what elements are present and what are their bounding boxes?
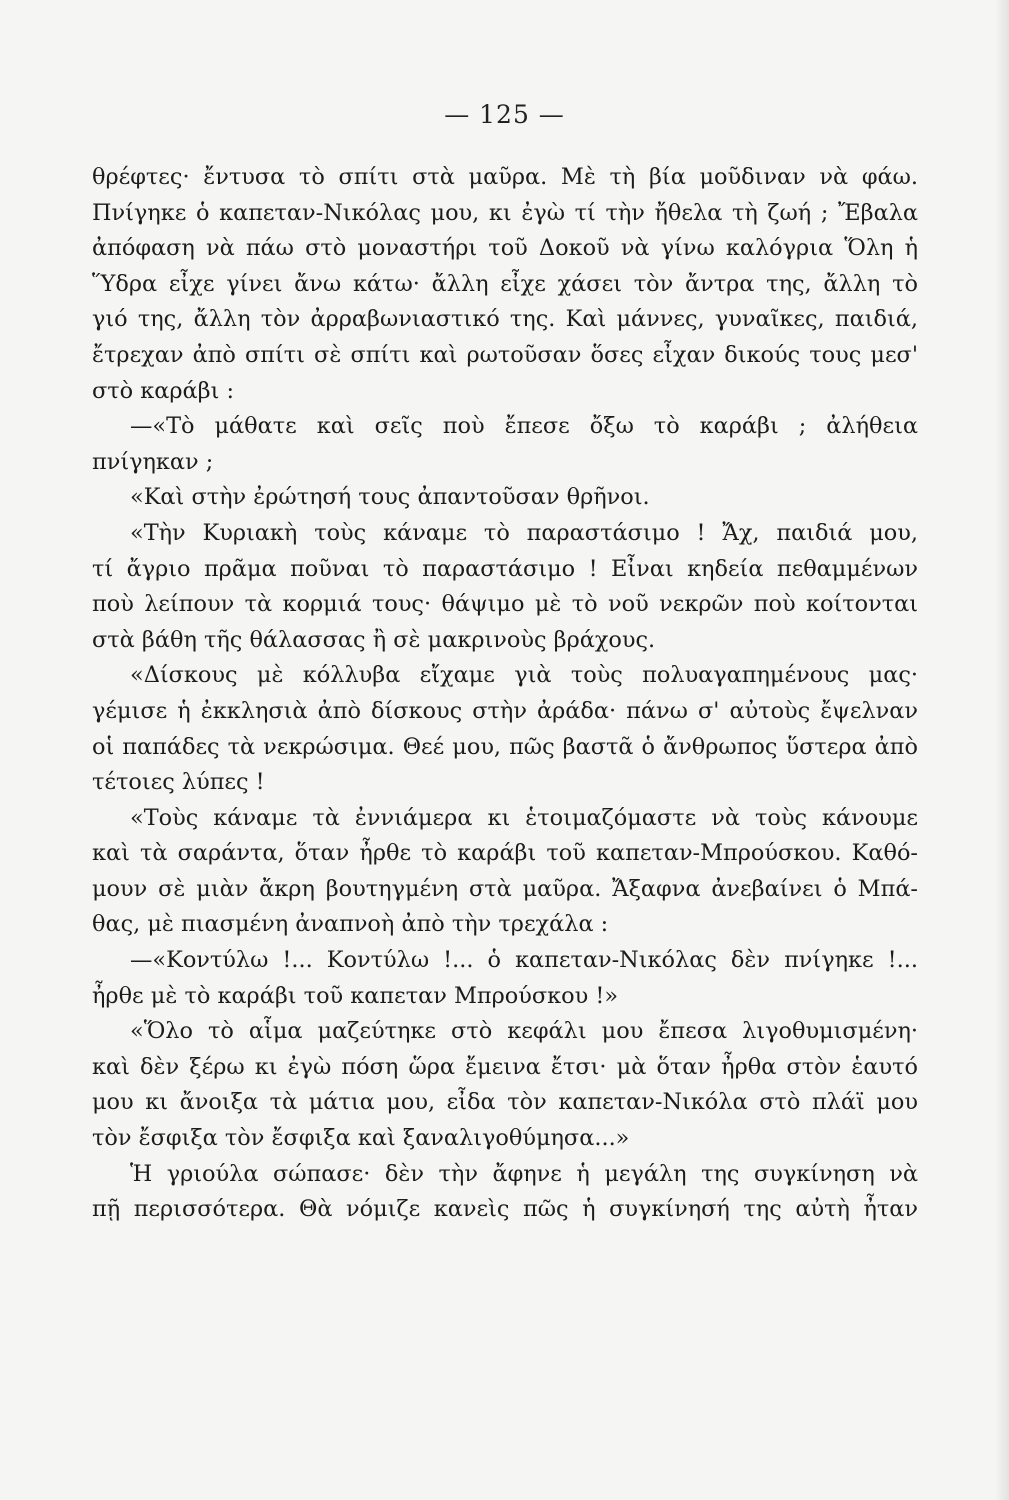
text-line: θας, μὲ πιασμένη ἀναπνοὴ ἀπὸ τὴν τρεχάλα : <box>92 911 609 938</box>
text-line: «Ὅλο τὸ αἷμα μαζεύτηκε στὸ κεφάλι μου ἔπεσα λιγοθυμισμένη· <box>130 1018 918 1045</box>
page-edge-shadow <box>995 0 1009 1500</box>
text-line: γέμισε ἡ ἐκκλησιὰ ἀπὸ δίσκους στὴν ἀράδα· πάνω σ' αὐτοὺς ἔψελναν <box>92 697 918 724</box>
text-line: «Τὴν Κυριακὴ τοὺς κάναμε τὸ παραστάσιμο ! Ἄχ, παιδιά μου, <box>130 519 918 546</box>
text-line: «Δίσκους μὲ κόλλυβα εἴχαμε γιὰ τοὺς πολυαγαπημένους μας· <box>130 662 918 689</box>
text-line: τί ἄγριο πρᾶμα ποῦναι τὸ παραστάσιμο ! Εἶναι κηδεία πεθαμμένων <box>92 555 918 582</box>
text-line: ποὺ λείπουν τὰ κορμιά τους· θάψιμο μὲ τὸ νοῦ νεκρῶν ποὺ κοίτονται <box>92 591 918 618</box>
text-line: —«Κοντύλω !... Κοντύλω !... ὁ καπεταν-Νικόλας δὲν πνίγηκε !... <box>130 947 918 974</box>
text-line: —«Τὸ μάθατε καὶ σεῖς ποὺ ἔπεσε ὄξω τὸ καράβι ; ἀλήθεια <box>130 413 918 440</box>
text-line: «Καὶ στὴν ἐρώτησή τους ἀπαντοῦσαν θρῆνοι. <box>130 484 650 511</box>
text-line: πνίγηκαν ; <box>92 448 214 475</box>
text-line: τὸν ἔσφιξα τὸν ἔσφιξα καὶ ξαναλιγοθύμησα...» <box>92 1125 630 1152</box>
text-line: καὶ τὰ σαράντα, ὅταν ἦρθε τὸ καράβι τοῦ καπεταν-Μπρούσκου. Καθό- <box>92 840 918 867</box>
text-line: πῇ περισσότερα. Θὰ νόμιζε κανεὶς πῶς ἡ συγκίνησή της αὐτὴ ἦταν <box>92 1196 918 1223</box>
text-line: στὸ καράβι : <box>92 377 235 404</box>
page-number: — 125 — <box>444 100 565 129</box>
text-line: γιό της, ἄλλη τὸν ἀρραβωνιαστικό της. Καὶ μάννες, γυναῖκες, παιδιά, <box>92 306 918 333</box>
text-line: «Τοὺς κάναμε τὰ ἐννιάμερα κι ἑτοιμαζόμαστε νὰ τοὺς κάνουμε <box>130 804 918 831</box>
text-line: μουν σὲ μιὰν ἄκρη βουτηγμένη στὰ μαῦρα. Ἄξαφνα ἀνεβαίνει ὁ Μπά- <box>92 875 918 902</box>
body-text <box>92 160 918 1228</box>
text-line: οἱ παπάδες τὰ νεκρώσιμα. Θεέ μου, πῶς βαστᾶ ὁ ἄνθρωπος ὕστερα ἀπὸ <box>92 733 918 760</box>
text-line: τέτοιες λύπες ! <box>92 769 265 796</box>
text-line: ἔτρεχαν ἀπὸ σπίτι σὲ σπίτι καὶ ρωτοῦσαν ὅσες εἶχαν δικούς τους μεσ' <box>92 341 918 368</box>
text-line: Ὕδρα εἶχε γίνει ἄνω κάτω· ἄλλη εἶχε χάσει τὸν ἄντρα της, ἄλλη τὸ <box>92 270 918 297</box>
text-line: ἀπόφαση νὰ πάω στὸ μοναστήρι τοῦ Δοκοῦ νὰ γίνω καλόγρια Ὅλη ἡ <box>92 235 918 262</box>
text-line: ἦρθε μὲ τὸ καράβι τοῦ καπεταν Μπρούσκου !» <box>92 982 619 1009</box>
text-line: στὰ βάθη τῆς θάλασσας ἢ σὲ μακρινοὺς βράχους. <box>92 626 656 653</box>
text-line: καὶ δὲν ξέρω κι ἐγὼ πόση ὥρα ἔμεινα ἔτσι· μὰ ὅταν ἦρθα στὸν ἑαυτό <box>92 1053 918 1080</box>
text-line: θρέφτες· ἔντυσα τὸ σπίτι στὰ μαῦρα. Μὲ τὴ βία μοῦδιναν νὰ φάω. <box>92 164 918 190</box>
text-line: μου κι ἄνοιξα τὰ μάτια μου, εἶδα τὸν καπεταν-Νικόλα στὸ πλάϊ μου <box>92 1089 918 1116</box>
text-line: Πνίγηκε ὁ καπεταν-Νικόλας μου, κι ἐγὼ τί τὴν ἤθελα τὴ ζωή ; Ἔβαλα <box>92 199 918 226</box>
text-line: Ἡ γριούλα σώπασε· δὲν τὴν ἄφηνε ἡ μεγάλη της συγκίνηση νὰ <box>130 1160 918 1187</box>
